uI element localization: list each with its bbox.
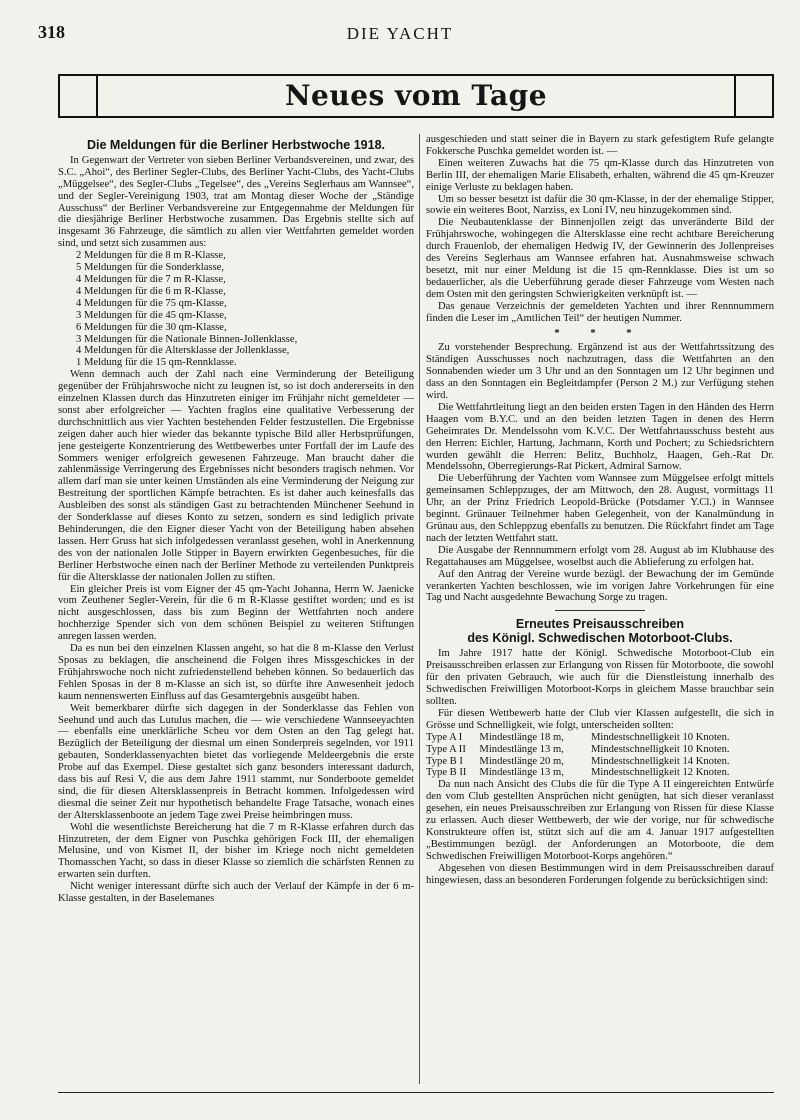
list-item: 3 Meldungen für die Nationale Binnen-Jollenklasse, [76, 333, 298, 345]
article1-heading: Die Meldungen für die Berliner Herbstwoche 1918. [87, 138, 385, 152]
list-item: 1 Meldung für die 15 qm-Rennklasse. [76, 357, 237, 369]
column-divider [419, 134, 420, 1084]
article1-paragraph: Ein gleicher Preis ist vom Eigner der 45 qm-Yacht Johanna, Herrn W. Jaenicke vom Zeuthener Segler-Verein, für die 6 m R-Klasse gestiftet worden; und es ist nicht ausgeschlossen, dass bis zum Beginn der Wettfahrten noch andere hochherzige Spender sich von dem schönen Beispiel zu weiteren Stiftungen anregen lassen werden. [58, 583, 414, 643]
list-item: 4 Meldungen für die 75 qm-Klasse, [76, 297, 227, 309]
section-title-box [58, 74, 774, 118]
page-number: 318 [38, 22, 65, 42]
table-row [426, 732, 774, 744]
right-column [426, 134, 774, 1082]
article2-heading-line1: Erneutes Preisausschreiben [515, 617, 685, 632]
list-item: 4 Meldungen für die 7 m R-Klasse, [76, 273, 226, 285]
speed-cell: Mindestschnelligkeit 10 Knoten. [590, 731, 730, 743]
speed-cell: Mindestschnelligkeit 10 Knoten. [590, 743, 730, 755]
type-cell: Type B I [426, 755, 463, 767]
article1-paragraph: Nicht weniger interessant dürfte sich auch der Verlauf der Kämpfe in der 6 m-Klasse gestalten, in der Baselemanes [58, 881, 414, 905]
article2-paragraph: Im Jahre 1917 hatte der Königl. Schwedische Motorboot-Club ein Preisausschreiben erlassen zur Erlangung von Rissen für Motorboote, die sowohl für den privaten Gebrauch, wie auch für die Dienstleistung innerhalb des Schwedischen Freiwilligen Motorboot-Korps in gleichem Masse brauchbar sein sollten. [426, 648, 774, 707]
speed-cell: Mindestschnelligkeit 12 Knoten. [590, 767, 730, 779]
supplement-paragraph: Die Ueberführung der Yachten vom Wannsee zum Müggelsee erfolgt mittels gemeinsamen Schleppzuges, der am Mittwoch, den 28. August, vormittags 11 Uhr, an der Prinz Friedrich Leopold-Brücke (Potsdamer Y.Cl.) in Wannsee beginnt. Grünauer Teilnehmer haben Gelegenheit, von der Kanalmündung in Grünau aus, den Schleppzug ebenfalls zu benutzen. Die Rückfahrt findet am Tage nach der letzten Wettfahrt statt. [426, 473, 774, 544]
table-row [426, 767, 774, 779]
article1-paragraph: Da es nun bei den einzelnen Klassen angeht, so hat die 8 m-Klasse den Verlust Sposas zu beklagen, die anscheinend die Folgen ihres Missgeschickes in der Frühjahrswoche noch nicht zufriedenstellend beheben können. So bedauerlich das Fehlen Sposas in der 8 m-Klasse an sich ist, so dürfte ihre Anwesenheit jedoch kaum nennenswerten Einfluss auf das Gesamtergebnis ausgeübt haben. [58, 643, 414, 702]
right-paragraph: Das genaue Verzeichnis der gemeldeten Yachten und ihrer Rennnummern finden die Leser im „Amtlichen Teil“ der heutigen Nummer. [426, 300, 774, 324]
article1-paragraph: Weit bemerkbarer dürfte sich dagegen in der Sonderklasse das Fehlen von Seehund und auch das Lutulus machen, die — wie verschiedene Wannseeyachten — ebenfalls eine unerklärliche Scheu vor dem Osten an den Tag gelegt hat. Bezüglich der Beteiligung der diesmal um einen Sonderpreis segelnden, vor 1911 gebauten, Sonderklassenyachten bietet das vorliegende Meldeergebnis die erste Probe auf das Exempel. Diese gestaltet sich ganz besonders interessant dadurch, dass bis auf Resi V, die aus dem Jahre 1911 stammt, nur Sonderboote gemeldet sind, die für diesen Altersklassenpreis in Betracht kommen. Infolgedessen wird diesmal die seiner Zeit nur hypothetisch behandelte Frage Tatsache, wonach eines der Altersklassenboote an jedem Tage zwei Preise heimbringen muss. [58, 702, 414, 821]
title-box-left-ornament [60, 76, 98, 116]
list-item: 6 Meldungen für die 30 qm-Klasse, [76, 321, 227, 333]
article2-paragraph: Da nun nach Ansicht des Clubs die für die Type A II eingereichten Entwürfe den vom Club gestellten Ansprüchen nicht genügten, hat sich dieser veranlasst gesehen, ein neues Preisausschreiben zur Erlangung von Rissen für diese Klasse zu erlassen. Auch dieser Wettbewerb, der wie der vorige, nur für schwedische Konstrukteure offen ist, stützt sich auf die am 4. Januar 1917 aufgestellten „Bestimmungen bezügl. der Anforderungen an Motorboote, die dem Schwedischen Freiwilligen Motorboot-Korps angehören.“ [426, 779, 774, 862]
length-cell: Mindestlänge 20 m, [479, 755, 564, 767]
list-item: 3 Meldungen für die 45 qm-Klasse, [76, 309, 227, 321]
right-paragraph: Um so besser besetzt ist dafür die 30 qm-Klasse, in der der ehemalige Stipper, sowie ein weiteres Boot, Narziss, ex Loni IV, neu hinzugekommen sind. [426, 193, 774, 217]
type-cell: Type B II [426, 767, 467, 779]
article2-heading [426, 617, 774, 645]
table-row [426, 756, 774, 768]
list-item: 5 Meldungen für die Sonderklasse, [76, 262, 224, 274]
supplement-paragraph: Zu vorstehender Besprechung. Ergänzend ist aus der Wettfahrtssitzung des Ständigen Ausschusses noch nachzutragen, dass die Wettfahrten an den Sonnabenden wieder um 3 Uhr und an den Sonntagen um 12 Uhr beginnen und dass an den Sonntagen ein Begleitdampfer (Person 2 M.) zur Verfügung stehen wird. [426, 342, 774, 402]
type-cell: Type A II [426, 743, 466, 755]
title-box-right-ornament [734, 76, 772, 116]
supplement-paragraph: Auf den Antrag der Vereine wurde bezügl. der Bewachung der im Gemünde verankerten Yachten beschlossen, wie im vorigen Jahre Vorkehrungen für eine Tag und Nacht ausgedehnte Bewachung Sorge zu tragen. [426, 568, 774, 604]
right-paragraph: Einen weiteren Zuwachs hat die 75 qm-Klasse durch das Hinzutreten von Berlin III, der ehemaligen Marie Elisabeth, erhalten, während die 45 qm-Kreuzer einige Verluste zu beklagen haben. [426, 157, 774, 193]
list-item: 2 Meldungen für die 8 m R-Klasse, [76, 250, 226, 262]
boat-types-table [426, 732, 774, 780]
table-row [426, 744, 774, 756]
section-stars-divider: * * * [554, 327, 646, 339]
article1-paragraph: Wohl die wesentlichste Bereicherung hat die 7 m R-Klasse erfahren durch das Hinzutreten, der dem Eigner von Puschka gehörigen Fock III, der ehemaligen Melusine, und von Kismet II, der bisher im Kriege noch nicht gemeldeten Thomasschen Yacht, so dass in dieser Klasse so ziemlich die schärfsten Rennen zu erwarten sein durften. [58, 821, 414, 881]
article1-intro: In Gegenwart der Vertreter von sieben Berliner Verbandsvereinen, und zwar, des S.C. „Ahoi“, des Berliner Segler-Clubs, des Berliner Yacht-Clubs, des Yacht-Clubs „Müggelsee“, des Segler-Clubs „Tegelsee“, des „Vereins Seglerhaus am Wannsee“, und der Segler-Vereinigung 1903, trat am Montag dieser Woche der „Ständige Ausschuss“ der Berliner Verbandsvereine zur Entgegennahme der Meldungen für die diesjährige Berliner Herbstwoche zusammen. Das Ergebnis stellte sich auf insgesamt 36 Fahrzeuge, die sämtlich zu allen vier Wettfahrten gemeldet worden sind, und setzt sich zusammen aus: [58, 154, 414, 250]
supplement-paragraph: Die Wettfahrtleitung liegt an den beiden ersten Tagen in den Händen des Herrn Haagen vom B.Y.C. und an den beiden letzten Tagen in denen des Herrn Geheimrates Dr. Mendelssohn vom K.V.C. Der Wettfahrtausschuss besteht aus den Herren: Eichler, Hartung, Jachmann, Korth und Pochert; zu Schiedsrichtern wurden gewählt die Herren: Belitz, Buchholz, Haagen, Geh.-Rat Dr. Mendelssohn, Oberregierungs-Rat Pickert, Admiral Sarnow. [426, 401, 774, 473]
article2-heading-line2: des Königl. Schwedischen Motorboot-Clubs. [467, 631, 733, 646]
length-cell: Mindestlänge 18 m, [479, 731, 564, 743]
bottom-rule [58, 1092, 774, 1093]
list-item: 4 Meldungen für die 6 m R-Klasse, [76, 285, 226, 297]
length-cell: Mindestlänge 13 m, [479, 743, 564, 755]
type-cell: Type A I [426, 731, 463, 743]
entries-list [58, 250, 414, 369]
continued-paragraph: ausgeschieden und statt seiner die in Bayern zu stark gefestigtem Rufe gelangte Fokkersche Puschka gemeldet worden ist. — [426, 134, 774, 157]
right-paragraph: Die Neubautenklasse der Binnenjollen zeigt das unveränderte Bild der Frühjahrswoche, wohingegen die Altersklasse eine recht achtbare Bereicherung durch Frauenlob, der ehemaligen Hedwig IV, der Gewinnerin des Jollenpreises des Vereins Seglerhaus am Wannsee erfahren hat. Ausnahmsweise schwach besetzt, mit nur einer Meldung ist die 15 qm-Rennklasse. Dies ist um so bedauerlicher, als die Ueberführung gerade dieser Fahrzeuge vom Westen nach dem Osten mit den geringsten Schwierigkeiten verknüpft ist. — [426, 217, 774, 300]
list-item: 4 Meldungen für die Altersklasse der Jollenklasse, [76, 345, 290, 357]
section-title: Neues vom Tage [284, 79, 548, 112]
left-column [58, 138, 414, 1086]
article2-paragraph: Abgesehen von diesen Bestimmungen wird in dem Preisausschreiben darauf hingewiesen, dass an besonderen Forderungen folgende zu berücksichtigen sind: [426, 862, 774, 886]
running-title: DIE YACHT [346, 24, 454, 43]
article2-paragraph: Für diesen Wettbewerb hatte der Club vier Klassen aufgestellt, die sich in Grösse und Schnelligkeit, wie folgt, unterscheiden sollten: [426, 707, 774, 731]
supplement-paragraph: Die Ausgabe der Rennnummern erfolgt vom 28. August ab im Klubhause des Regattahauses am Müggelsee, woselbst auch die Ablieferung zu erfolgen hat. [426, 544, 774, 568]
length-cell: Mindestlänge 13 m, [479, 767, 564, 779]
article-separator [555, 610, 645, 611]
article1-paragraph: Wenn demnach auch der Zahl nach eine Verminderung der Beteiligung gegenüber der Frühjahrswoche nicht zu leugnen ist, so ist doch andererseits in den einzelnen Klassen durch das Hinzutreten einiger im Frühjahr nicht gemeldeter — sonst aber erfolgreicher — Yachten fraglos eine qualitative Verbesserung der durchschnittlich aus vier Yachten bestehenden Felder festzustellen. Die Ergebnisse zeigen daher auch hier wieder das bekannte typische Bild aller Herbstprüfungen, jene gesteigerte Konzentrierung des Wettbewerbes unter Fortfall der im Laufe des Sommers weniger erfolgreich gewesenen Fahrzeuge. Man braucht daher die zahlenmässige Verringerung des Ergebnisses nicht besonders tragisch nehmen. Vor allem darf man sie unter keinen Umständen als eine Verminderung der Neigung zur Bestreitung der sportlichen Kämpfe betrachten. Es ist daher auch keinesfalls das Ausbleiben des sonst als ständigen Gast zu betrachtenden Münchener Seehund in der Sonderklasse auf dieses Konto zu setzen, sondern es sind lediglich private Behinderungen, die den Eigner dieser Yacht von der Beteiligung haben absehen lassen. Herr Gruss hat sich infolgedessen veranlasst gesehen, wohl in Anerkennung des von der nationalen Jolle Stipper in Bayern erwirkten Gegenbesuches, für die Berliner Herbstwoche einen nach der Berliner Methode zu verteilenden Punktpreis für die Altersklasse der nationalen Jollen zu stiften. [58, 369, 414, 583]
speed-cell: Mindestschnelligkeit 14 Knoten. [590, 755, 730, 767]
